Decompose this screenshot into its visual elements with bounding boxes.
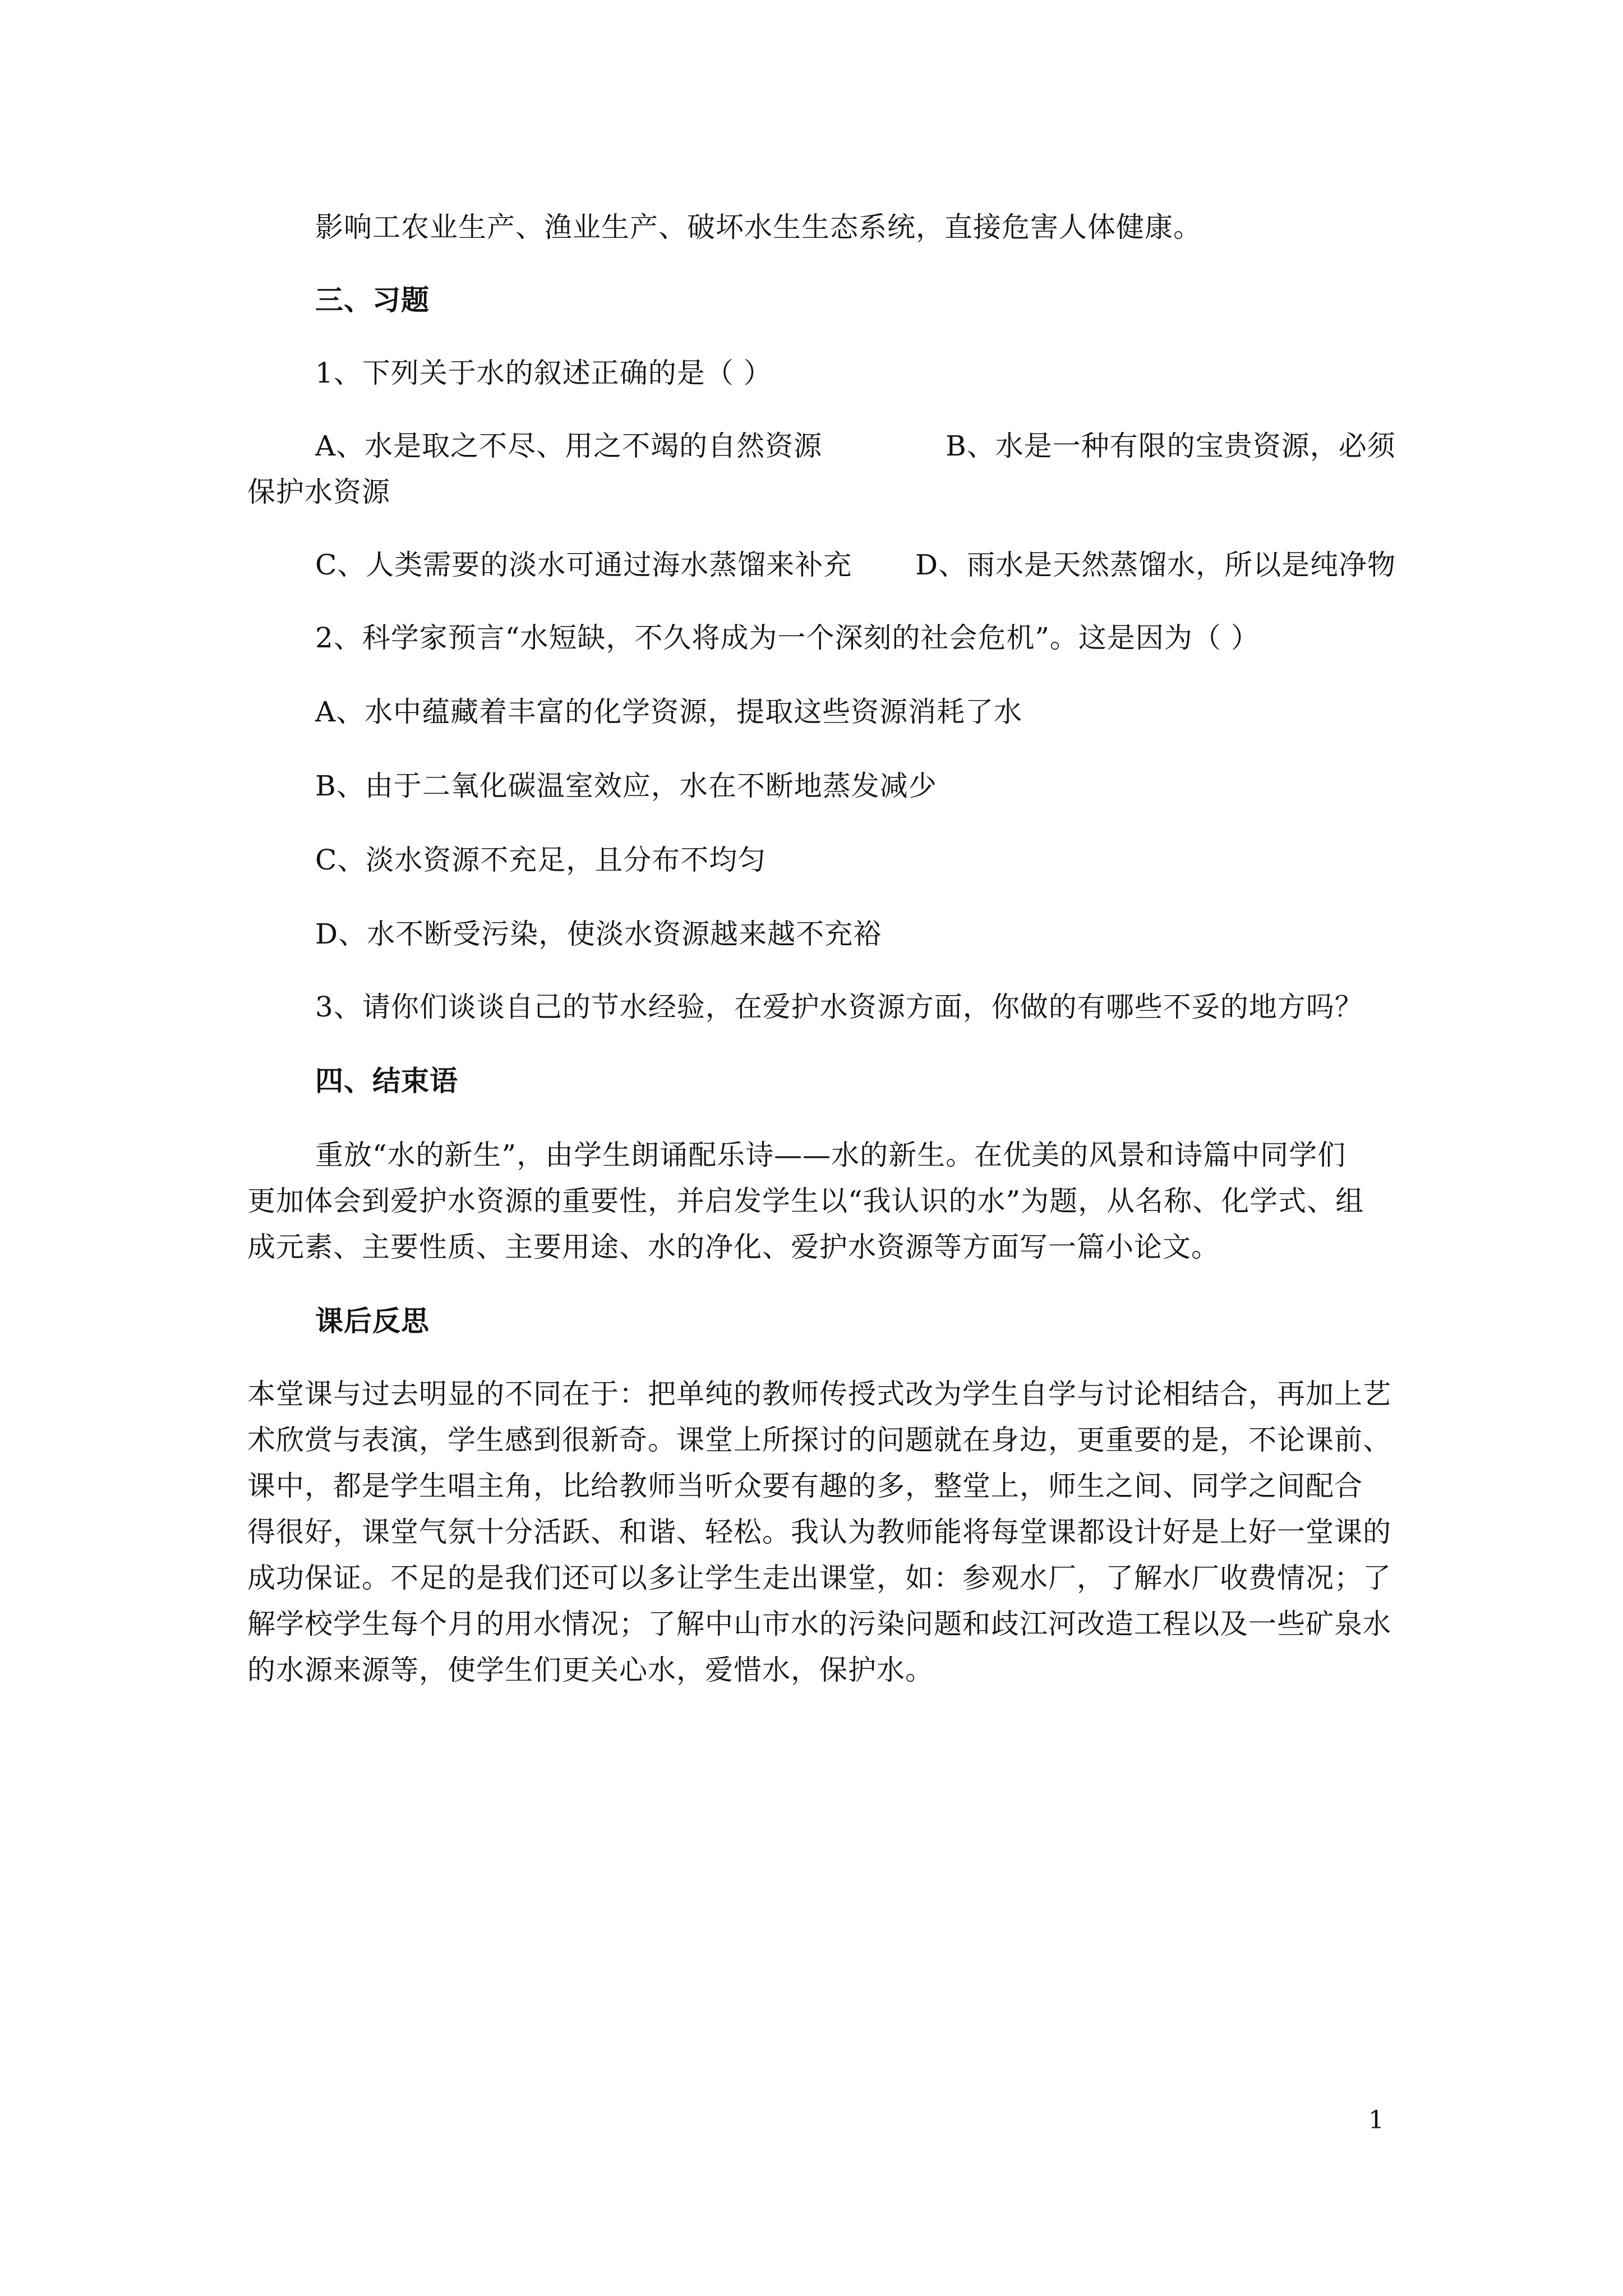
paragraph-line: 影响工农业生产、渔业生产、破坏水生生态系统，直接危害人体健康。: [315, 211, 1202, 243]
question-2-option-d: D、水不断受污染，使淡水资源越来越不充裕: [315, 918, 882, 950]
question-2-stem: 2、科学家预言“水短缺，不久将成为一个深刻的社会危机”。这是因为（ ）: [315, 622, 1260, 654]
section-heading-reflection: 课后反思: [315, 1304, 430, 1337]
question-1-option-c: C、人类需要的淡水可通过海水蒸馏来补充: [315, 549, 852, 581]
question-2-option-c: C、淡水资源不充足，且分布不均匀: [315, 844, 767, 876]
question-1-option-b: B、水是一种有限的宝贵资源，必须: [946, 430, 1396, 462]
section-heading-exercises: 三、习题: [315, 283, 430, 316]
reflection-paragraph-line: 的水源来源等，使学生们更关心水，爱惜水，保护水。: [247, 1654, 934, 1686]
question-1-option-b-continued: 保护水资源: [247, 476, 390, 508]
question-1-option-d: D、雨水是天然蒸馏水，所以是纯净物: [915, 549, 1396, 581]
reflection-paragraph-line: 解学校学生每个月的用水情况；了解中山市水的污染问题和歧江河改造工程以及一些矿泉水: [247, 1608, 1391, 1640]
closing-paragraph-line: 成元素、主要性质、主要用途、水的净化、爱护水资源等方面写一篇小论文。: [247, 1231, 1220, 1263]
page-number: 1: [1368, 2106, 1384, 2134]
reflection-paragraph-line: 成功保证。不足的是我们还可以多让学生走出课堂，如：参观水厂，了解水厂收费情况；了: [247, 1562, 1391, 1594]
question-2-option-b: B、由于二氧化碳温室效应，水在不断地蒸发减少: [315, 770, 937, 802]
closing-paragraph-line: 更加体会到爱护水资源的重要性，并启发学生以“我认识的水”为题，从名称、化学式、组: [247, 1185, 1364, 1217]
reflection-paragraph-line: 课中，都是学生唱主角，比给教师当听众要有趣的多，整堂上，师生之间、同学之间配合: [247, 1470, 1363, 1502]
question-3-stem: 3、请你们谈谈自己的节水经验，在爱护水资源方面，你做的有哪些不妥的地方吗？: [315, 991, 1363, 1023]
reflection-paragraph-line: 得很好，课堂气氛十分活跃、和谐、轻松。我认为教师能将每堂课都设计好是上好一堂课的: [247, 1516, 1391, 1548]
question-2-option-a: A、水中蕴藏着丰富的化学资源，提取这些资源消耗了水: [315, 696, 1023, 728]
question-1-option-a: A、水是取之不尽、用之不竭的自然资源: [315, 430, 823, 462]
section-heading-closing: 四、结束语: [315, 1064, 458, 1097]
question-1-stem: 1、下列关于水的叙述正确的是（ ）: [315, 357, 772, 389]
reflection-paragraph-line: 术欣赏与表演，学生感到很新奇。课堂上所探讨的问题就在身边，更重要的是，不论课前、: [247, 1424, 1391, 1456]
closing-paragraph-line: 重放“水的新生”，由学生朗诵配乐诗——水的新生。在优美的风景和诗篇中同学们: [315, 1139, 1347, 1171]
reflection-paragraph-line: 本堂课与过去明显的不同在于：把单纯的教师传授式改为学生自学与讨论相结合，再加上艺: [247, 1378, 1391, 1410]
